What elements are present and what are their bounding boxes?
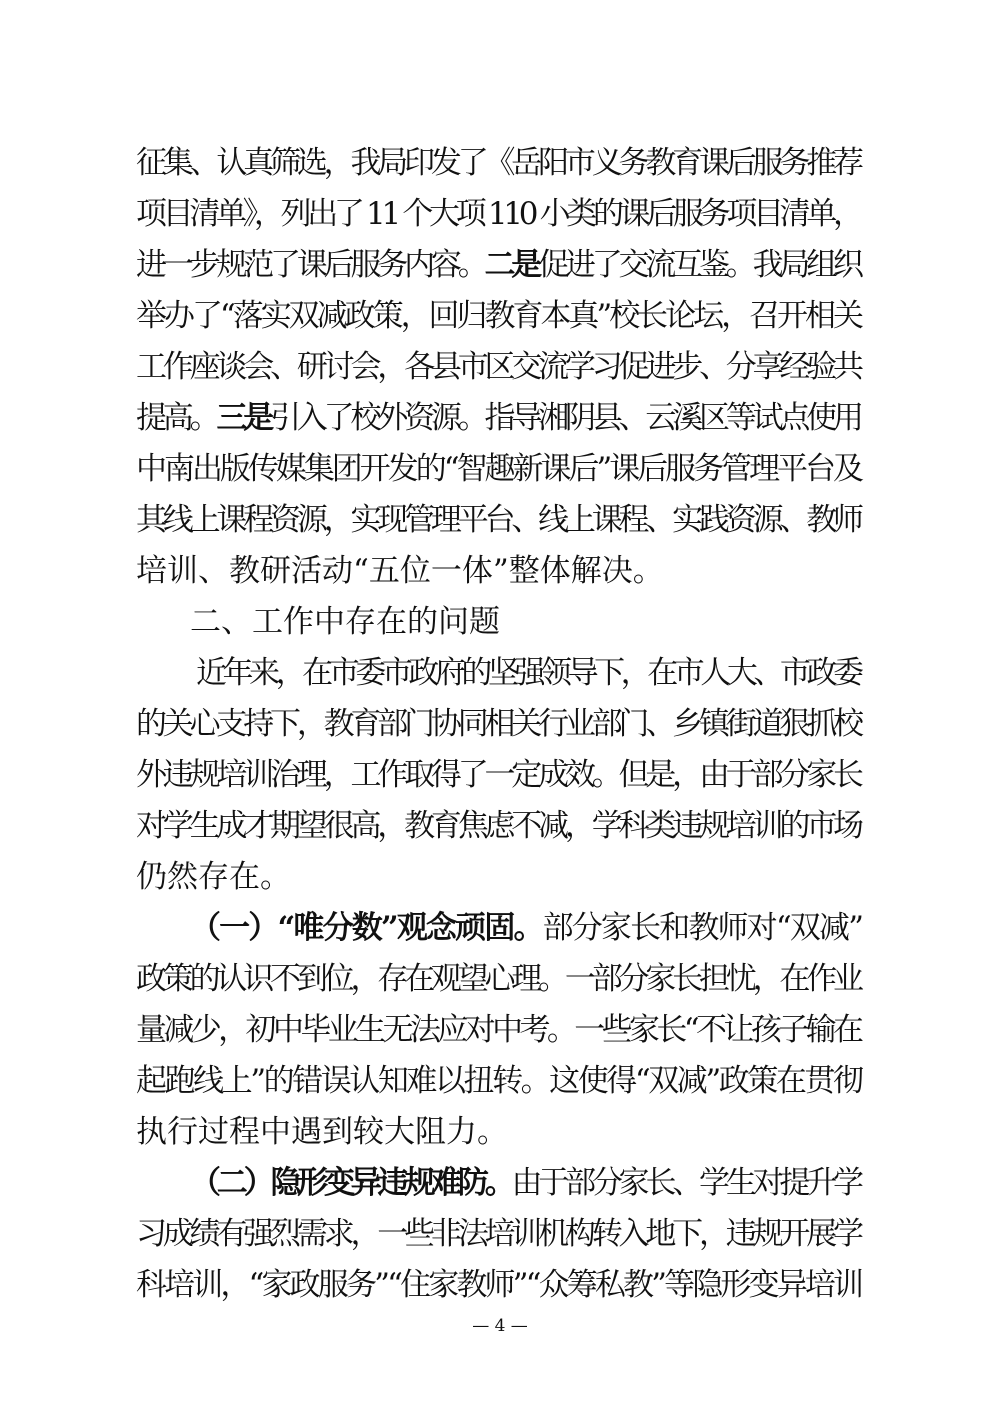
text-run: 由于部分家长、学生对提升学 — [511, 1165, 860, 1201]
paragraph-line — [190, 1163, 864, 1203]
emphasis-text: 二是 — [484, 247, 539, 283]
emphasis-text: 三是 — [216, 400, 271, 436]
paragraph-line — [136, 398, 864, 438]
page-number: — 4 — — [472, 1316, 528, 1336]
paragraph-line: 培训、教研活动“五位一体”整体解决。 — [136, 553, 664, 589]
paragraph-line: 其线上课程资源，实现管理平台、线上课程、实践资源、教师 — [136, 502, 860, 538]
paragraph-line: 的关心支持下，教育部门协同相关行业部门、乡镇街道狠抓校 — [136, 706, 860, 742]
text-run: 提高。 — [136, 400, 217, 436]
paragraph-line: 工作座谈会、研讨会，各县市区交流学习促进步、分享经验共 — [136, 349, 860, 385]
paragraph-line: 外违规培训治理，工作取得了一定成效。但是，由于部分家长 — [136, 757, 860, 793]
paragraph-line: 量减少，初中毕业生无法应对中考。一些家长“不让孩子输在 — [136, 1012, 861, 1048]
paragraph-line: 举办了“落实双减政策，回归教育本真”校长论坛，召开相关 — [136, 298, 861, 334]
paragraph-line: 近年来，在市委市政府的坚强领导下，在市人大、市政委 — [196, 655, 860, 691]
paragraph-line: 执行过程中遇到较大阻力。 — [136, 1114, 508, 1150]
paragraph-line: 项目清单》，列出了 11 个大项 110 小类的课后服务项目清单， — [136, 196, 860, 232]
text-run: 进一步规范了课后服务内容。 — [136, 247, 485, 283]
paragraph-line — [190, 908, 864, 948]
text-run: 引入了校外资源。指导湘阴县、云溪区等试点使用 — [270, 400, 860, 436]
text-run: 促进了交流互鉴。我局组织 — [538, 247, 860, 283]
section-heading: 二、工作中存在的问题 — [190, 604, 500, 640]
paragraph-line: 仍然存在。 — [136, 859, 291, 895]
text-run: 部分家长和教师对“双减” — [542, 910, 863, 946]
paragraph-line: 起跑线上”的错误认知难以扭转。这使得“双减”政策在贯彻 — [136, 1063, 862, 1099]
paragraph-line: 习成绩有强烈需求，一些非法培训机构转入地下，违规开展学 — [136, 1216, 860, 1252]
paragraph-line — [136, 245, 864, 285]
paragraph-line: 政策的认识不到位，存在观望心理。一部分家长担忧，在作业 — [136, 961, 860, 997]
paragraph-line: 中南出版传媒集团开发的“智趣新课后”课后服务管理平台及 — [136, 451, 861, 487]
paragraph-line: 科培训，“家政服务”“住家教师”“众筹私教”等隐形变异培训 — [136, 1267, 862, 1303]
paragraph-line: 征集、认真筛选，我局印发了《岳阳市义务教育课后服务推荐 — [136, 145, 860, 181]
subsection-title: （一）“唯分数”观念顽固。 — [190, 910, 543, 946]
subsection-title: （二）隐形变异违规难防。 — [190, 1165, 512, 1201]
paragraph-line: 对学生成才期望很高，教育焦虑不减，学科类违规培训的市场 — [136, 808, 860, 844]
